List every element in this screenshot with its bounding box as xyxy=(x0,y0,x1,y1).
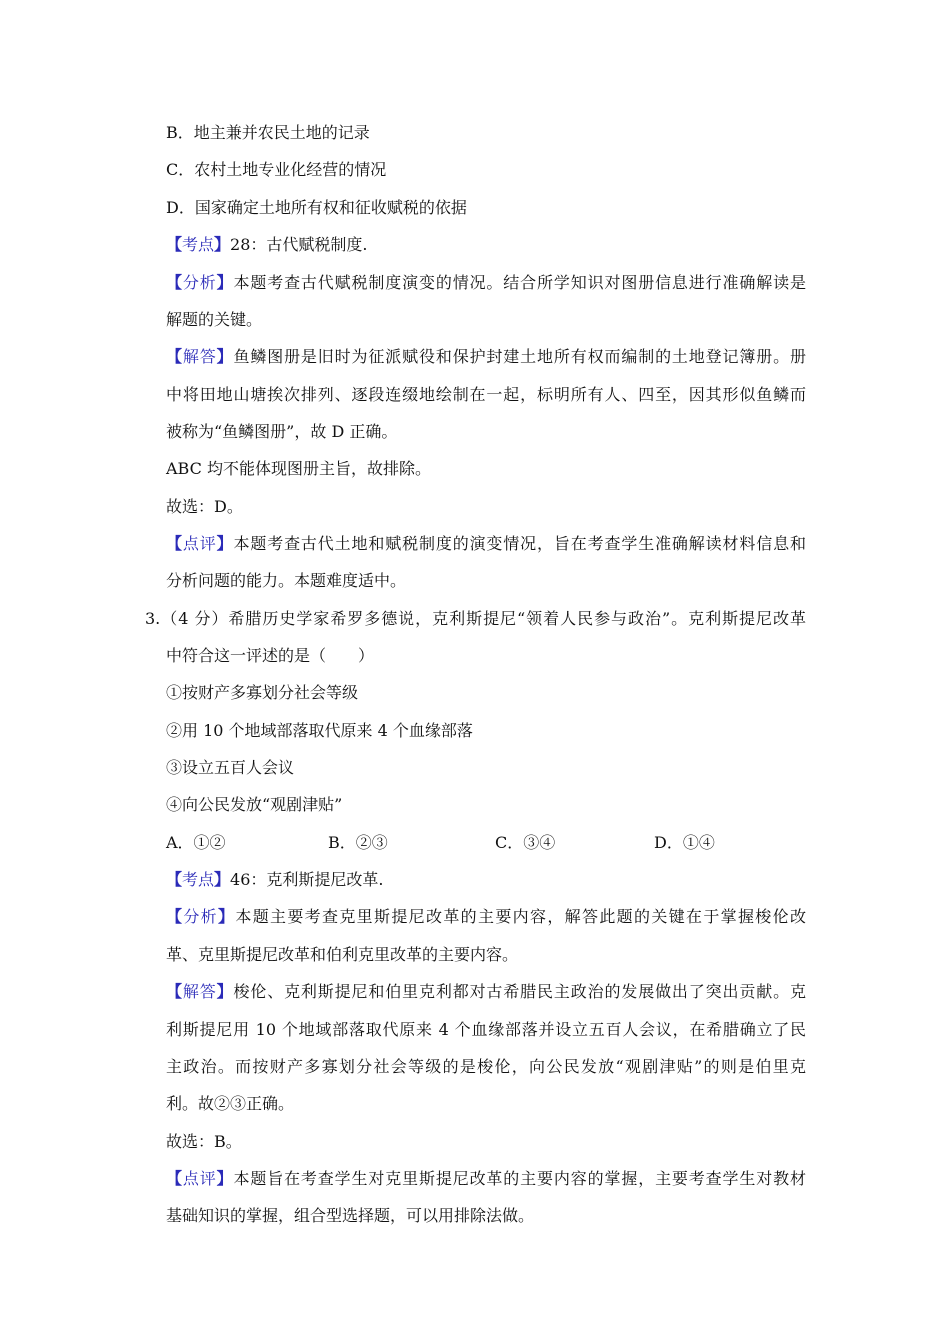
jieda: 【解答】梭伦、克利斯提尼和伯里克利都对古希腊民主政治的发展做出了突出贡献。克 xyxy=(166,982,806,1001)
fenxi-line: 解题的关键。 xyxy=(166,310,263,329)
fenxi: 【分析】本题主要考查克里斯提尼改革的主要内容，解答此题的关键在于掌握梭伦改 xyxy=(166,907,806,926)
dianping: 【点评】本题旨在考查学生对克里斯提尼改革的主要内容的掌握，主要考查学生对教材 xyxy=(166,1169,806,1188)
option-b: B．②③ xyxy=(328,833,388,852)
option-c: C．农村土地专业化经营的情况 xyxy=(166,160,387,179)
option-d: D．①④ xyxy=(654,833,715,852)
dianping-line: 本题考查古代土地和赋税制度的演变情况，旨在考查学生准确解读材料信息和 xyxy=(233,534,806,553)
options-row xyxy=(166,831,806,855)
answer: 故选：B。 xyxy=(166,1132,242,1151)
kaodian-text: 46：克利斯提尼改革. xyxy=(230,870,384,889)
fenxi-tag: 分析 xyxy=(183,907,219,926)
kaodian: 【考点】28：古代赋税制度. xyxy=(166,235,368,254)
item-4: ④向公民发放“观剧津贴” xyxy=(166,795,343,814)
fenxi-tag: 分析 xyxy=(182,273,217,292)
option-c: C．③④ xyxy=(495,833,556,852)
fenxi-line: 本题主要考查克里斯提尼改革的主要内容，解答此题的关键在于掌握梭伦改 xyxy=(235,907,806,926)
kaodian-tag: 考点 xyxy=(182,235,215,254)
question-stem: 中符合这一评述的是（ ） xyxy=(166,646,375,665)
item-3: ③设立五百人会议 xyxy=(166,758,295,777)
jieda-line: 中将田地山塘挨次排列、逐段连缀地绘制在一起，标明所有人、四至，因其形似鱼鳞而 xyxy=(166,385,806,404)
answer: 故选：D。 xyxy=(166,497,243,516)
jieda-line: 利。故②③正确。 xyxy=(166,1094,295,1113)
item-1: ①按财产多寡划分社会等级 xyxy=(166,683,359,702)
fenxi: 【分析】本题考查古代赋税制度演变的情况。结合所学知识对图册信息进行准确解读是 xyxy=(166,273,806,292)
jieda-line: 梭伦、克利斯提尼和伯里克利都对古希腊民主政治的发展做出了突出贡献。克 xyxy=(233,982,806,1001)
jieda-line: 被称为“鱼鳞图册”，故 D 正确。 xyxy=(166,422,398,441)
option-b: B．地主兼并农民土地的记录 xyxy=(166,123,370,142)
jieda-tag: 解答 xyxy=(182,347,217,366)
option-a: A．①② xyxy=(166,833,226,852)
kaodian-text: 28：古代赋税制度. xyxy=(230,235,368,254)
dianping-line: 分析问题的能力。本题难度适中。 xyxy=(166,571,407,590)
kaodian: 【考点】46：克利斯提尼改革. xyxy=(166,870,384,889)
fenxi-line: 革、克里斯提尼改革和伯利克里改革的主要内容。 xyxy=(166,945,519,964)
jieda-tag: 解答 xyxy=(182,982,217,1001)
jieda-line: 主政治。而按财产多寡划分社会等级的是梭伦，向公民发放“观剧津贴”的则是伯里克 xyxy=(166,1057,806,1076)
jieda: 【解答】鱼鳞图册是旧时为征派赋役和保护封建土地所有权而编制的土地登记簿册。册 xyxy=(166,347,806,366)
dianping-tag: 点评 xyxy=(182,534,217,553)
dianping: 【点评】本题考查古代土地和赋税制度的演变情况，旨在考查学生准确解读材料信息和 xyxy=(166,534,806,553)
question-stem: 3.（4 分）希腊历史学家希罗多德说，克利斯提尼“领着人民参与政治”。克利斯提尼改革 xyxy=(145,609,806,628)
dianping-line: 基础知识的掌握，组合型选择题，可以用排除法做。 xyxy=(166,1206,535,1225)
jieda-line: ABC 均不能体现图册主旨，故排除。 xyxy=(166,459,431,478)
dianping-tag: 点评 xyxy=(182,1169,217,1188)
jieda-line: 鱼鳞图册是旧时为征派赋役和保护封建土地所有权而编制的土地登记簿册。册 xyxy=(233,347,806,366)
item-2: ②用 10 个地域部落取代原来 4 个血缘部落 xyxy=(166,721,473,740)
fenxi-line: 本题考查古代赋税制度演变的情况。结合所学知识对图册信息进行准确解读是 xyxy=(233,273,806,292)
option-d: D．国家确定土地所有权和征收赋税的依据 xyxy=(166,198,467,217)
dianping-line: 本题旨在考查学生对克里斯提尼改革的主要内容的掌握，主要考查学生对教材 xyxy=(233,1169,806,1188)
kaodian-tag: 考点 xyxy=(182,870,215,889)
jieda-line: 利斯提尼用 10 个地域部落取代原来 4 个血缘部落并设立五百人会议，在希腊确立了民 xyxy=(166,1020,806,1039)
